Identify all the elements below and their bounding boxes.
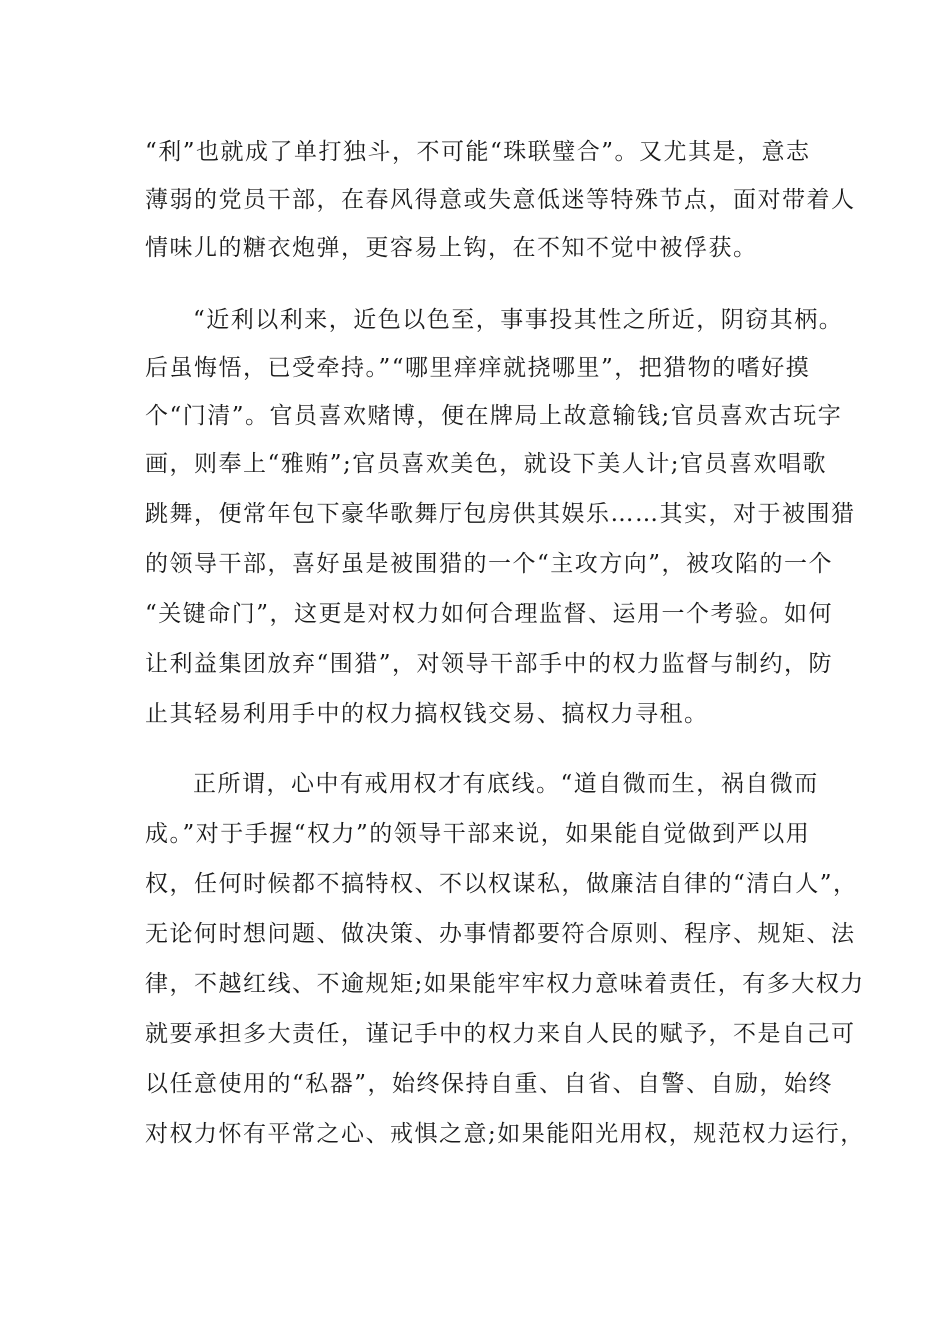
paragraph-1-line-3: 情味儿的糖衣炮弹，更容易上钩，在不知不觉中被俘获。 bbox=[145, 235, 758, 261]
paragraph-2-line-3: 个“门清”。官员喜欢赌博，便在牌局上故意输钱;官员喜欢古玩字 bbox=[145, 403, 843, 429]
paragraph-2-line-5: 跳舞，便常年包下豪华歌舞厅包房供其娱乐……其实，对于被围猎 bbox=[145, 501, 856, 527]
paragraph-1-line-1: “利”也就成了单打独斗，不可能“珠联璧合”。又尤其是，意志 bbox=[145, 139, 811, 165]
paragraph-3-line-5: 律，不越红线、不逾规矩;如果能牢牢权力意味着责任，有多大权力 bbox=[145, 971, 865, 997]
paragraph-2-line-9: 止其轻易利用手中的权力搞权钱交易、搞权力寻租。 bbox=[145, 701, 709, 727]
paragraph-2-line-2: 后虽悔悟，已受牵持。”“哪里痒痒就挠哪里”，把猎物的嗜好摸 bbox=[145, 355, 811, 381]
paragraph-3-line-7: 以任意使用的“私器”，始终保持自重、自省、自警、自励，始终 bbox=[145, 1071, 834, 1097]
paragraph-3-line-4: 无论何时想问题、做决策、办事情都要符合原则、程序、规矩、法 bbox=[145, 921, 856, 947]
paragraph-2-line-1: “近利以利来，近色以色至，事事投其性之所近，阴窃其柄。 bbox=[193, 307, 844, 333]
paragraph-3-line-8: 对权力怀有平常之心、戒惧之意;如果能阳光用权，规范权力运行， bbox=[145, 1121, 865, 1147]
paragraph-3-line-6: 就要承担多大责任，谨记手中的权力来自人民的赋予，不是自己可 bbox=[145, 1021, 856, 1047]
paragraph-1-line-2: 薄弱的党员干部，在春风得意或失意低迷等特殊节点，面对带着人 bbox=[145, 187, 856, 213]
paragraph-2-line-8: 让利益集团放弃“围猎”，对领导干部手中的权力监督与制约，防 bbox=[145, 651, 834, 677]
paragraph-3-line-1: 正所谓，心中有戒用权才有底线。“道自微而生，祸自微而 bbox=[193, 771, 819, 797]
paragraph-3-line-2: 成。”对于手握“权力”的领导干部来说，如果能自觉做到严以用 bbox=[145, 821, 811, 847]
paragraph-3-line-3: 权，任何时候都不搞特权、不以权谋私，做廉洁自律的“清白人”， bbox=[145, 871, 858, 897]
paragraph-2-line-6: 的领导干部，喜好虽是被围猎的一个“主攻方向”，被攻陷的一个 bbox=[145, 551, 834, 577]
paragraph-2-line-4: 画，则奉上“雅贿”;官员喜欢美色，就设下美人计;官员喜欢唱歌 bbox=[145, 451, 828, 477]
paragraph-2-line-7: “关键命门”，这更是对权力如何合理监督、运用一个考验。如何 bbox=[145, 601, 834, 627]
